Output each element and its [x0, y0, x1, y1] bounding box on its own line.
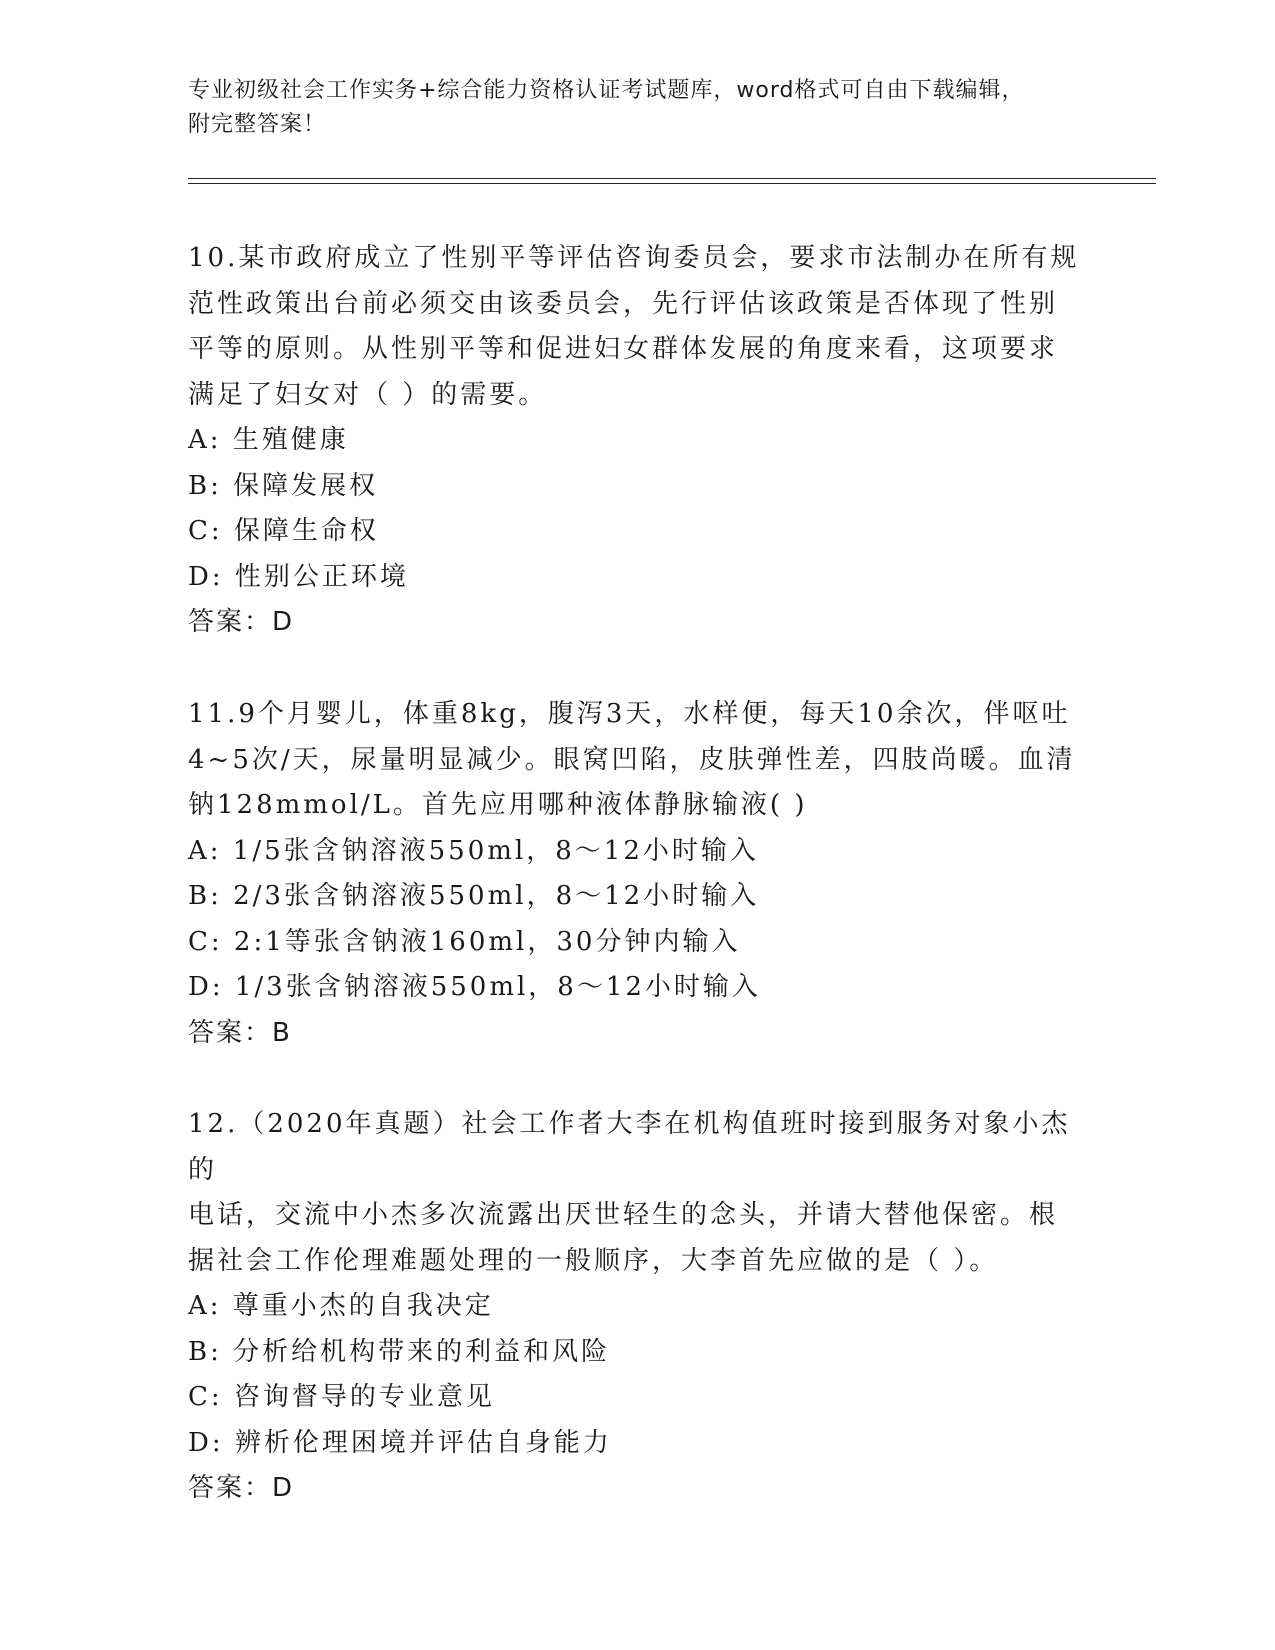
option-b: B: 2/3张含钠溶液550ml，8～12小时输入 — [188, 881, 760, 911]
question-stem-line: 范性政策出台前必须交由该委员会，先行评估该政策是否体现了性别 — [188, 288, 1059, 319]
header-line-2: 附完整答案！ — [188, 112, 327, 137]
header-divider-top — [188, 178, 1156, 179]
option-c: C: 2:1等张含钠液160ml，30分钟内输入 — [188, 926, 741, 957]
option-d: D: 辨析伦理困境并评估自身能力 — [188, 1427, 612, 1458]
option-a: A: 生殖健康 — [188, 425, 349, 455]
option-c: C: 咨询督导的专业意见 — [188, 1382, 495, 1412]
question-stem-line: 钠128mmol/L。首先应用哪种液体静脉输液( ) — [188, 790, 808, 820]
question-stem-line: 平等的原则。从性别平等和促进妇女群体发展的角度来看，这项要求 — [188, 334, 1059, 364]
option-b: B: 分析给机构带来的利益和风险 — [188, 1336, 611, 1367]
question-stem-line: 电话，交流中小杰多次流露出厌世轻生的念头，并请大替他保密。根 — [188, 1200, 1059, 1230]
question-stem-line: 12.（2020年真题）社会工作者大李在机构值班时接到服务对象小杰的 — [188, 1109, 1071, 1185]
question-11 — [188, 692, 1088, 1056]
option-c: C: 保障生命权 — [188, 516, 379, 546]
option-d: D: 1/3张含钠溶液550ml，8～12小时输入 — [188, 972, 761, 1002]
question-stem-line: 4~5次/天，尿量明显减少。眼窝凹陷，皮肤弹性差，四肢尚暖。血清 — [188, 744, 1076, 775]
question-stem-line: 满足了妇女对（ ）的需要。 — [188, 379, 548, 410]
header-divider-bottom — [188, 183, 1156, 184]
question-stem-line: 11.9个月婴儿，体重8kg，腹泻3天，水样便，每天10余次，伴呕吐 — [188, 699, 1071, 729]
option-a: A: 尊重小杰的自我决定 — [188, 1291, 494, 1321]
header-line-1: 专业初级社会工作实务+综合能力资格认证考试题库，word格式可自由下载编辑， — [188, 78, 1025, 103]
question-10 — [188, 236, 1088, 646]
option-a: A: 1/5张含钠溶液550ml，8～12小时输入 — [188, 835, 759, 866]
question-12 — [188, 1102, 1088, 1512]
question-stem-line: 据社会工作伦理难题处理的一般顺序，大李首先应做的是（ ）。 — [188, 1245, 999, 1276]
question-stem-line: 10.某市政府成立了性别平等评估咨询委员会，要求市法制办在所有规 — [188, 243, 1080, 273]
answer-line: 答案：D — [188, 1473, 295, 1503]
option-d: D: 性别公正环境 — [188, 561, 409, 592]
answer-line: 答案：D — [188, 607, 295, 637]
document-header — [188, 74, 1088, 142]
option-b: B: 保障发展权 — [188, 470, 379, 501]
answer-line: 答案：B — [188, 1017, 292, 1048]
